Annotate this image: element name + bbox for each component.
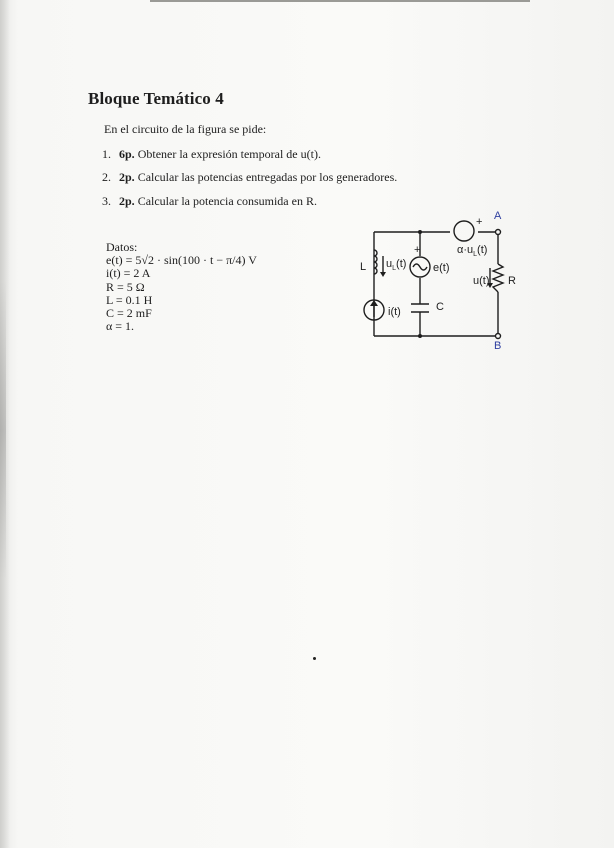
task-points: 6p. [119, 147, 135, 161]
task-text: Obtener la expresión temporal de u(t). [137, 147, 321, 161]
dependent-source-label: $\alpha\cdot u_L(t)$ [457, 244, 488, 258]
task-points: 2p. [119, 194, 135, 208]
inductor-voltage-label: $u_L(t)$ [386, 258, 407, 272]
ink-dot [313, 657, 316, 660]
task-item-1 [102, 147, 321, 162]
data-line-alpha: α = 1. [106, 319, 135, 334]
data-block [106, 241, 257, 333]
task-number: 3. [102, 194, 111, 208]
task-number: 2. [102, 170, 111, 184]
circuit-svg [340, 200, 540, 350]
circuit-diagram [340, 200, 540, 350]
task-text: Calcular la potencia consumida en R. [137, 194, 317, 208]
source-plus-sign: + [414, 244, 421, 256]
task-number: 1. [102, 147, 111, 161]
current-source-label: i(t) [388, 306, 401, 318]
data-line-i: i(t) = 2 A [106, 266, 151, 281]
inductor-label: L [360, 261, 367, 273]
intro-text: En el circuito de la figura se pide: [104, 122, 267, 136]
task-text: Calcular las potencias entregadas por los generadores. [137, 170, 398, 184]
terminal-b-label: B [494, 340, 502, 352]
terminal-a-label: A [494, 210, 502, 222]
data-line-e: e(t) = 5√2 · sin(100 · t − π/4) V [106, 253, 257, 268]
top-scan-line [150, 0, 530, 2]
data-title: Datos: [106, 240, 138, 254]
data-line-r: R = 5 Ω [106, 279, 145, 294]
task-item-3 [102, 194, 317, 209]
output-voltage-label: u(t) [473, 275, 490, 287]
voltage-source-label: e(t) [433, 262, 450, 274]
data-line-l: L = 0.1 H [106, 292, 153, 307]
section-heading: Bloque Temático 4 [88, 89, 224, 108]
task-points: 2p. [119, 170, 135, 184]
binder-shadow [0, 280, 6, 580]
capacitor-label: C [436, 301, 444, 313]
resistor-label: R [508, 275, 516, 287]
dependent-source-plus-sign: + [476, 216, 483, 228]
data-line-c: C = 2 mF [106, 306, 152, 321]
task-item-2 [102, 170, 397, 185]
